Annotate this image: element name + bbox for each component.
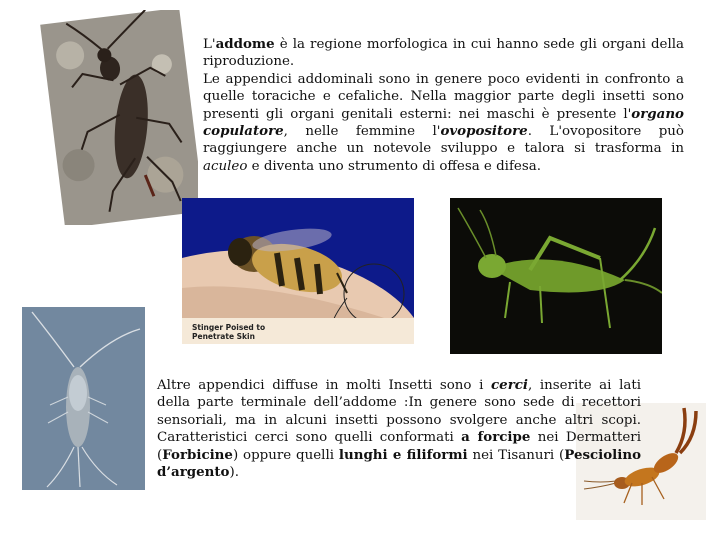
paragraph-cerci [157, 377, 641, 481]
term-aculeo: aculeo [203, 158, 248, 174]
bee-stinger-photo [182, 198, 414, 344]
term-forbicine: Forbicine [162, 446, 233, 463]
bee-caption-line: Penetrate Skin [192, 331, 255, 341]
text-segment: , nelle femmine l' [283, 124, 441, 140]
text-segment: e diventa uno strumento di offesa e difesa. [247, 158, 541, 174]
grasshopper-photo [450, 198, 662, 354]
text-segment: L' [203, 37, 216, 52]
cerci-description [157, 377, 641, 481]
bee-caption-line: Stinger Poised to [192, 323, 266, 332]
term-cerci: cerci [491, 377, 528, 393]
text-segment: . L'ovopositore può raggiungere anche un notevole sviluppo e talora si trasforma in [203, 124, 684, 157]
text-segment: , inserite ai lati della parte terminale dell’addome :In genere sono sede di recettori sensoriali, ma in alcuni insetti possono svolgere anche altri scopi. Caratteristici cerci sono quelli conformati [157, 378, 641, 446]
term-forcipe: a forcipe [461, 429, 531, 446]
text-segment: nei Dermatteri ( [157, 430, 641, 463]
silverfish-photo [22, 307, 145, 490]
text-segment: Altre appendici diffuse in molti Insetti sono i [157, 378, 492, 393]
term-pesciolino-argento: Pesciolino d’argento [157, 446, 642, 481]
term-ovopositore: ovopositore [440, 123, 528, 140]
term-lunghi-filiformi: lunghi e filiformi [338, 446, 468, 463]
paragraph-abdomen-definition [203, 36, 684, 71]
text-segment: è la regione morfologica in cui hanno sede gli organi della riproduzione. [203, 37, 684, 70]
bee-caption [192, 324, 265, 341]
text-segment: nei Tisanuri ( [467, 447, 565, 463]
term-organo-copulatore: organo copulatore [203, 105, 684, 140]
term-addome: addome [215, 36, 275, 52]
text-segment: ). [229, 465, 239, 481]
paragraph-abdominal-appendages [203, 71, 684, 175]
beetle-photo [38, 10, 198, 225]
abdomen-description [203, 36, 684, 175]
text-segment: Le appendici addominali sono in genere poco evidenti in confronto a quelle toraciche e cefaliche. Nella maggior parte degli insetti sono presenti gli organi genitali esterni: nei maschi è presente l' [203, 71, 684, 122]
text-segment: ) oppure quelli [232, 447, 339, 463]
